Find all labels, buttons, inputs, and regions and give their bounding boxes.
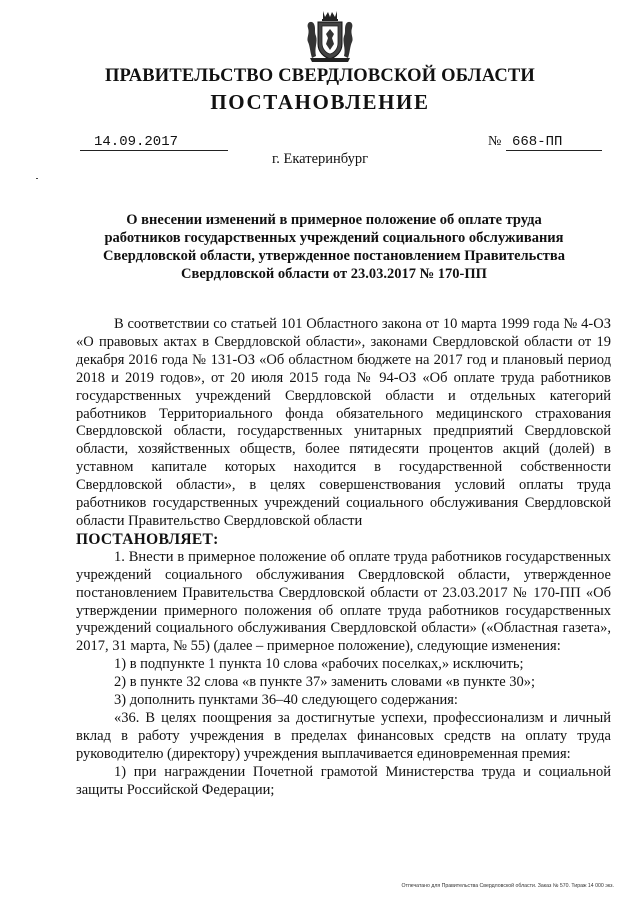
paragraph-1: 1. Внести в примерное положение об оплате труда работников государственных учреждений социального обслуживания Свердловской области, утвержденное постановлением Правительства Свердловской области от 23.03.2017 № 170-ПП «Об утверждении примерного положения об оплате труда работников государственных учреждений социального обслуживания Свердловской области» («Областная газета», 2017, 31 марта, № 55) (далее – примерное положение), следующие изменения:: [76, 548, 611, 655]
title-line: О внесении изменений в примерное положение об оплате труда: [126, 212, 542, 228]
scan-speck: [36, 178, 38, 179]
list-item: 2) в пункте 32 слова «в пункте 37» заменить словами «в пункте 30»;: [114, 674, 536, 691]
title-line: Свердловской области от 23.03.2017 № 170-ПП: [181, 266, 487, 282]
decree-word: ПОСТАНОВЛЯЕТ:: [76, 530, 219, 548]
sub-item: 1) при награждении Почетной грамотой Министерства труда и социальной защиты Российской Федерации;: [76, 763, 611, 798]
document-number: 668-ПП: [506, 134, 602, 151]
print-footer: Отпечатано для Правительства Свердловской области. Заказ № 570. Тираж 14 000 экз.: [401, 883, 614, 889]
document-type: ПОСТАНОВЛЕНИЕ: [210, 90, 430, 114]
title-line: работников государственных учреждений социального обслуживания: [104, 230, 564, 246]
coat-of-arms-icon: [304, 8, 356, 64]
preamble-paragraph: В соответствии со статьей 101 Областного закона от 10 марта 1999 года № 4-ОЗ «О правовых актах в Свердловской области», законами Свердловской области от 19 декабря 2016 года № 131-ОЗ «Об областном бюджете на 2017 год и плановый период 2018 и 2019 годов», от 20 июля 2015 года № 94-ОЗ «Об оплате труда работников государственных учреждений Свердловской области и отдельных категорий работников Территориального фонда обязательного медицинского страхования Свердловской области, государственных унитарных предприятий Свердловской области, хозяйственных обществ, более пятидесяти процентов акций (долей) в уставном капитале которых находится в государственной собственности Свердловской области», в целях совершенствования условий оплаты труда работников государственных учреждений социального обслуживания Свердловской области Правительство Свердловской области: [76, 316, 611, 529]
list-item: 3) дополнить пунктами 36–40 следующего содержания:: [114, 692, 458, 709]
document-title: [80, 211, 588, 283]
document-date: 14.09.2017: [80, 134, 228, 151]
title-line: Свердловской области, утвержденное постановлением Правительства: [103, 248, 565, 264]
paragraph-36: «36. В целях поощрения за достигнутые успехи, профессионализм и личный вклад в работу учреждения в пределах финансовых средств на оплату труда руководителю (директору) учреждения выплачивается единовременная премия:: [76, 709, 611, 762]
list-item: 1) в подпункте 1 пункта 10 слова «рабочих поселках,» исключить;: [114, 656, 524, 673]
document-city: г. Екатеринбург: [271, 151, 369, 167]
document-body: [76, 316, 611, 799]
document-number-block: [488, 134, 608, 151]
organization-name: ПРАВИТЕЛЬСТВО СВЕРДЛОВСКОЙ ОБЛАСТИ: [104, 66, 536, 86]
number-sign: №: [488, 134, 502, 149]
